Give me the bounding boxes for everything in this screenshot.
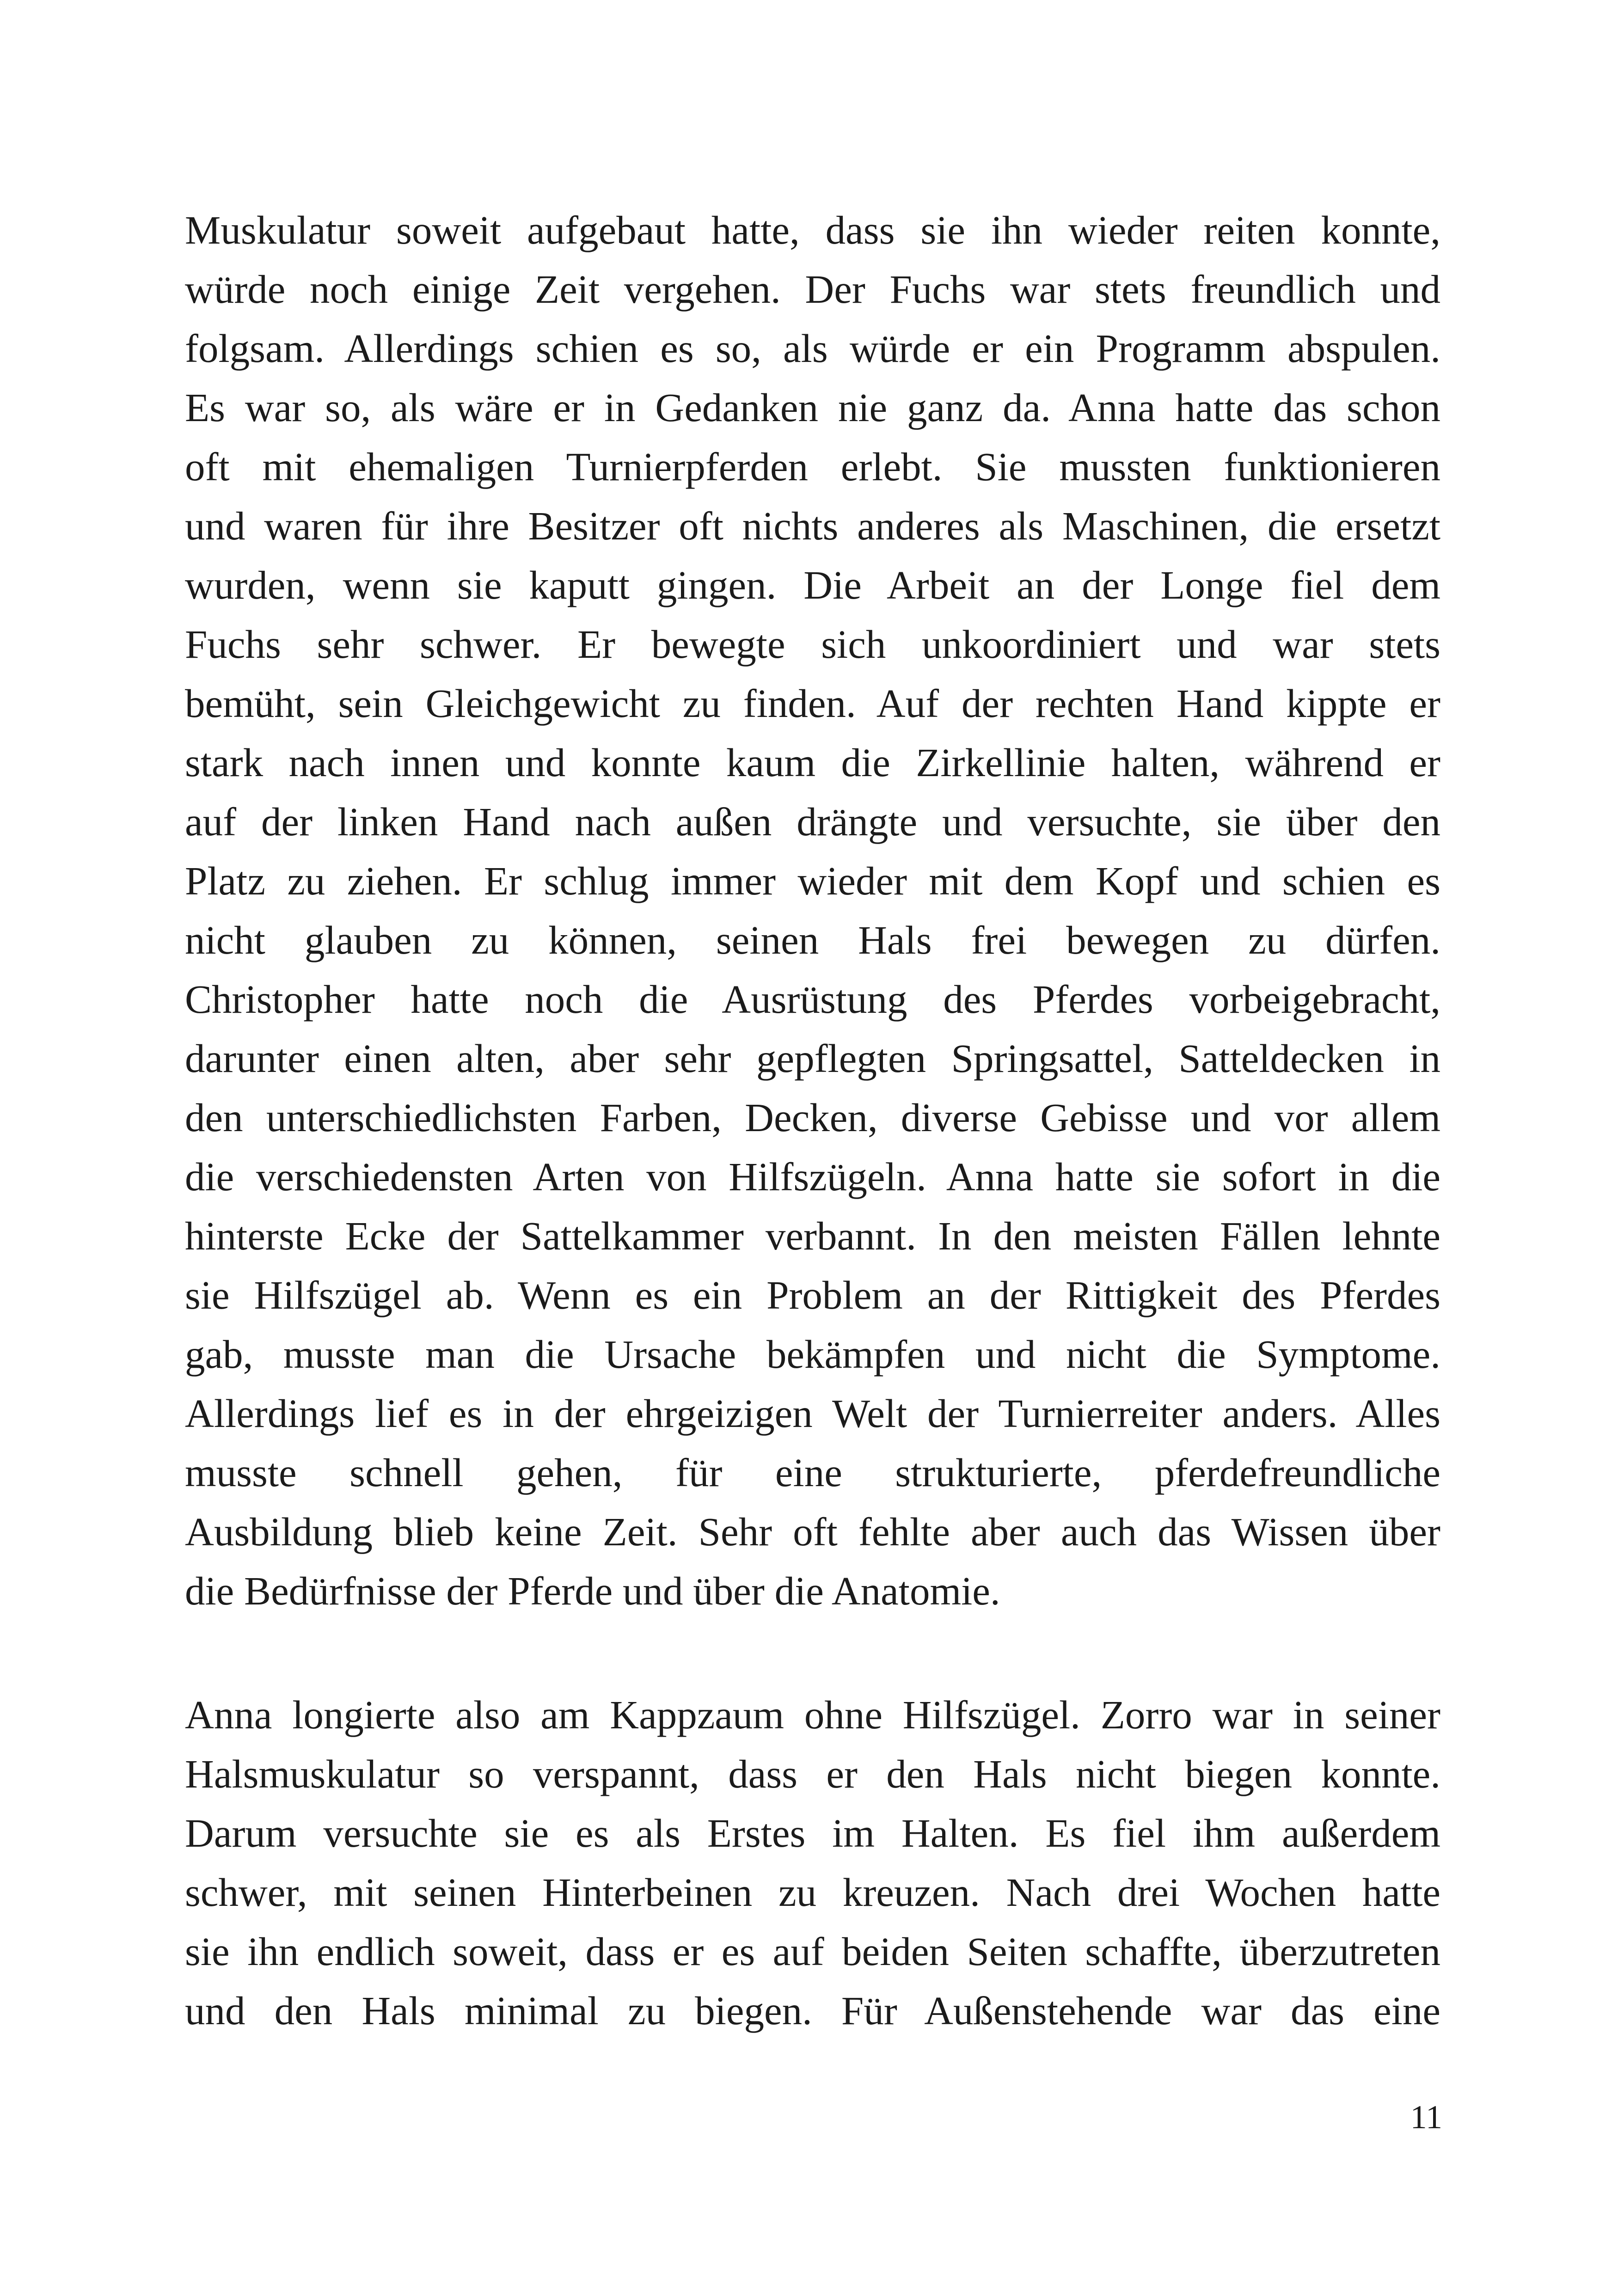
body-text bbox=[185, 201, 1440, 2040]
text-line: sie Hilfszügel ab. Wenn es ein Problem an der Rittigkeit des Pferdes bbox=[185, 1273, 1440, 1317]
text-line: folgsam. Allerdings schien es so, als würde er ein Programm abspulen. bbox=[185, 326, 1440, 371]
text-line: bemüht, sein Gleichgewicht zu finden. Auf der rechten Hand kippte er bbox=[185, 681, 1440, 726]
text-line: würde noch einige Zeit vergehen. Der Fuchs war stets freundlich und bbox=[185, 267, 1440, 312]
paragraph-spacer bbox=[185, 1621, 1440, 1685]
text-line: musste schnell gehen, für eine strukturierte, pferdefreundliche bbox=[185, 1450, 1440, 1495]
text-line: stark nach innen und konnte kaum die Zirkellinie halten, während er bbox=[185, 740, 1440, 785]
text-line: Darum versuchte sie es als Erstes im Halten. Es fiel ihm außerdem bbox=[185, 1811, 1440, 1855]
text-line: Christopher hatte noch die Ausrüstung des Pferdes vorbeigebracht, bbox=[185, 977, 1440, 1022]
text-line: die verschiedensten Arten von Hilfszügeln. Anna hatte sie sofort in die bbox=[185, 1154, 1440, 1199]
text-line: nicht glauben zu können, seinen Hals frei bewegen zu dürfen. bbox=[185, 918, 1440, 962]
text-line: und waren für ihre Besitzer oft nichts anderes als Maschinen, die ersetzt bbox=[185, 503, 1440, 548]
text-line: Allerdings lief es in der ehrgeizigen Welt der Turnierreiter anders. Alles bbox=[185, 1391, 1440, 1436]
text-line: Muskulatur soweit aufgebaut hatte, dass sie ihn wieder reiten konnte, bbox=[185, 208, 1440, 252]
text-line: Es war so, als wäre er in Gedanken nie ganz da. Anna hatte das schon bbox=[185, 385, 1440, 430]
text-line: Anna longierte also am Kappzaum ohne Hilfszügel. Zorro war in seiner bbox=[185, 1692, 1440, 1737]
text-line: hinterste Ecke der Sattelkammer verbannt. In den meisten Fällen lehnte bbox=[185, 1213, 1440, 1258]
paragraph-1 bbox=[185, 201, 1440, 1621]
text-line: schwer, mit seinen Hinterbeinen zu kreuzen. Nach drei Wochen hatte bbox=[185, 1870, 1440, 1915]
text-line: die Bedürfnisse der Pferde und über die Anatomie. bbox=[185, 1568, 1000, 1613]
text-line: und den Hals minimal zu biegen. Für Außenstehende war das eine bbox=[185, 1988, 1440, 2033]
text-line: auf der linken Hand nach außen drängte und versuchte, sie über den bbox=[185, 799, 1440, 844]
text-line: darunter einen alten, aber sehr gepflegten Springsattel, Satteldecken in bbox=[185, 1036, 1440, 1081]
text-line: Halsmuskulatur so verspannt, dass er den Hals nicht biegen konnte. bbox=[185, 1751, 1440, 1796]
text-line: sie ihn endlich soweit, dass er es auf beiden Seiten schaffte, überzutreten bbox=[185, 1929, 1440, 1974]
text-line: Fuchs sehr schwer. Er bewegte sich unkoordiniert und war stets bbox=[185, 622, 1440, 667]
text-line: wurden, wenn sie kaputt gingen. Die Arbeit an der Longe fiel dem bbox=[185, 563, 1440, 607]
text-line: Platz zu ziehen. Er schlug immer wieder mit dem Kopf und schien es bbox=[185, 858, 1440, 903]
text-line: oft mit ehemaligen Turnierpferden erlebt. Sie mussten funktionieren bbox=[185, 444, 1440, 489]
page-number: 11 bbox=[1410, 2099, 1442, 2136]
text-line: Ausbildung blieb keine Zeit. Sehr oft fehlte aber auch das Wissen über bbox=[185, 1509, 1440, 1554]
text-line: gab, musste man die Ursache bekämpfen und nicht die Symptome. bbox=[185, 1332, 1440, 1377]
paragraph-2 bbox=[185, 1685, 1440, 2040]
text-line: den unterschiedlichsten Farben, Decken, diverse Gebisse und vor allem bbox=[185, 1095, 1440, 1140]
